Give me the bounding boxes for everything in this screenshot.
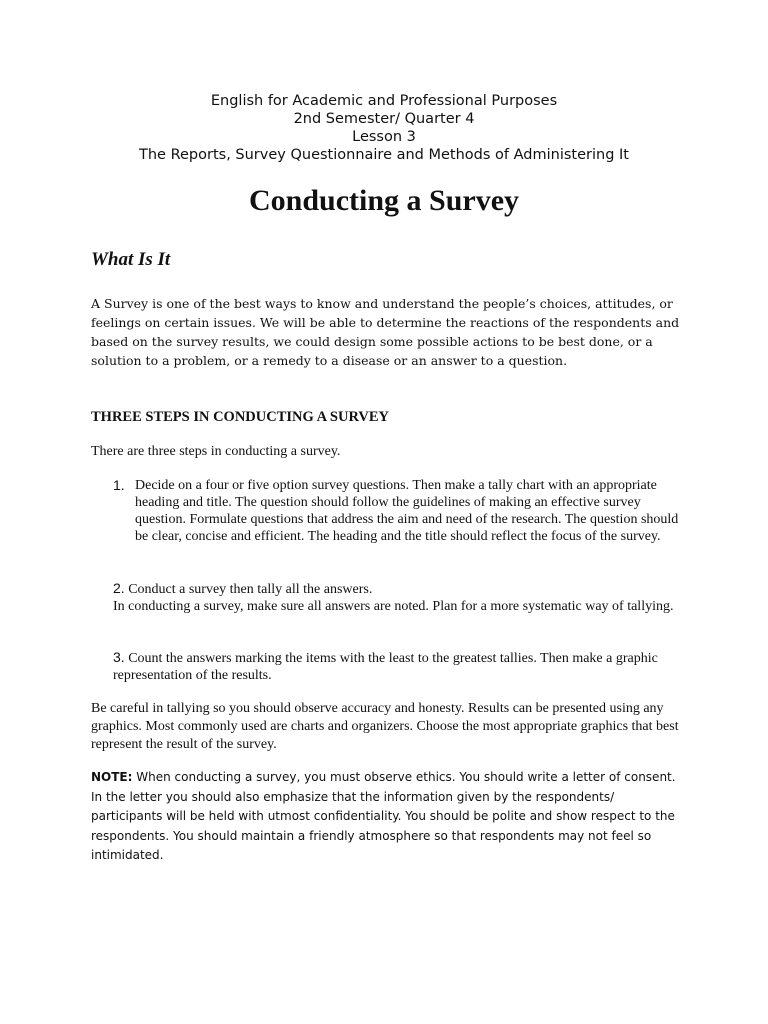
closing-paragraph: Be careful in tallying so you should observe accuracy and honesty. Results can be presented using any graphics. Most commonly used are charts and organizers. Choose the most appropriate graphics that best represent the result of the survey. [91,701,679,752]
step-item-1 [113,477,683,545]
course-title: English for Academic and Professional Purposes [210,93,558,109]
note-paragraph [91,768,681,866]
step-number: 1. [113,477,125,493]
step-line [113,580,683,598]
lesson-title: The Reports, Survey Questionnaire and Methods of Administering It [139,147,629,163]
section-heading-what-is-it: What Is It [91,249,171,270]
page-title: Conducting a Survey [248,184,520,217]
semester-quarter: 2nd Semester/ Quarter 4 [293,111,475,127]
step-text: Conduct a survey then tally all the answers. [128,582,373,597]
step-text: Decide on a four or five option survey questions. Then make a tally chart with an appropriate heading and title. The question should follow the guidelines of making an effective survey question. Formulate questions that address the aim and need of the research. The question should be clear, concise and efficient. The heading and the title should reflect the focus of the survey. [135,478,679,544]
step-number: 2. [113,580,125,596]
step-text: Count the answers marking the items with the least to the greatest tallies. Then make a graphic representation of the results. [113,651,658,683]
lesson-number: Lesson 3 [352,129,416,145]
steps-heading: THREE STEPS IN CONDUCTING A SURVEY [91,409,390,425]
step-number: 3. [113,649,125,665]
note-text: When conducting a survey, you must observe ethics. You should write a letter of consent. In the letter you should also emphasize that the information given by the respondents/ participants will be held with utmost confidentiality. You should be polite and show respect to the respondents. You should maintain a friendly atmosphere so that respondents may not feel so intimidated. [91,770,676,862]
step-item-3 [113,649,683,684]
steps-lead: There are three steps in conducting a survey. [91,444,341,459]
intro-paragraph: A Survey is one of the best ways to know and understand the people’s choices, attitudes, or feelings on certain issues. We will be able to determine the reactions of the respondents and based on the survey results, we could design some possible actions to be best done, or a solution to a problem, or a remedy to a disease or an answer to a question. [91,296,680,368]
step-item-2 [113,580,683,615]
note-label: NOTE: [91,770,133,784]
step-detail: In conducting a survey, make sure all answers are noted. Plan for a more systematic way of tallying. [113,599,674,614]
